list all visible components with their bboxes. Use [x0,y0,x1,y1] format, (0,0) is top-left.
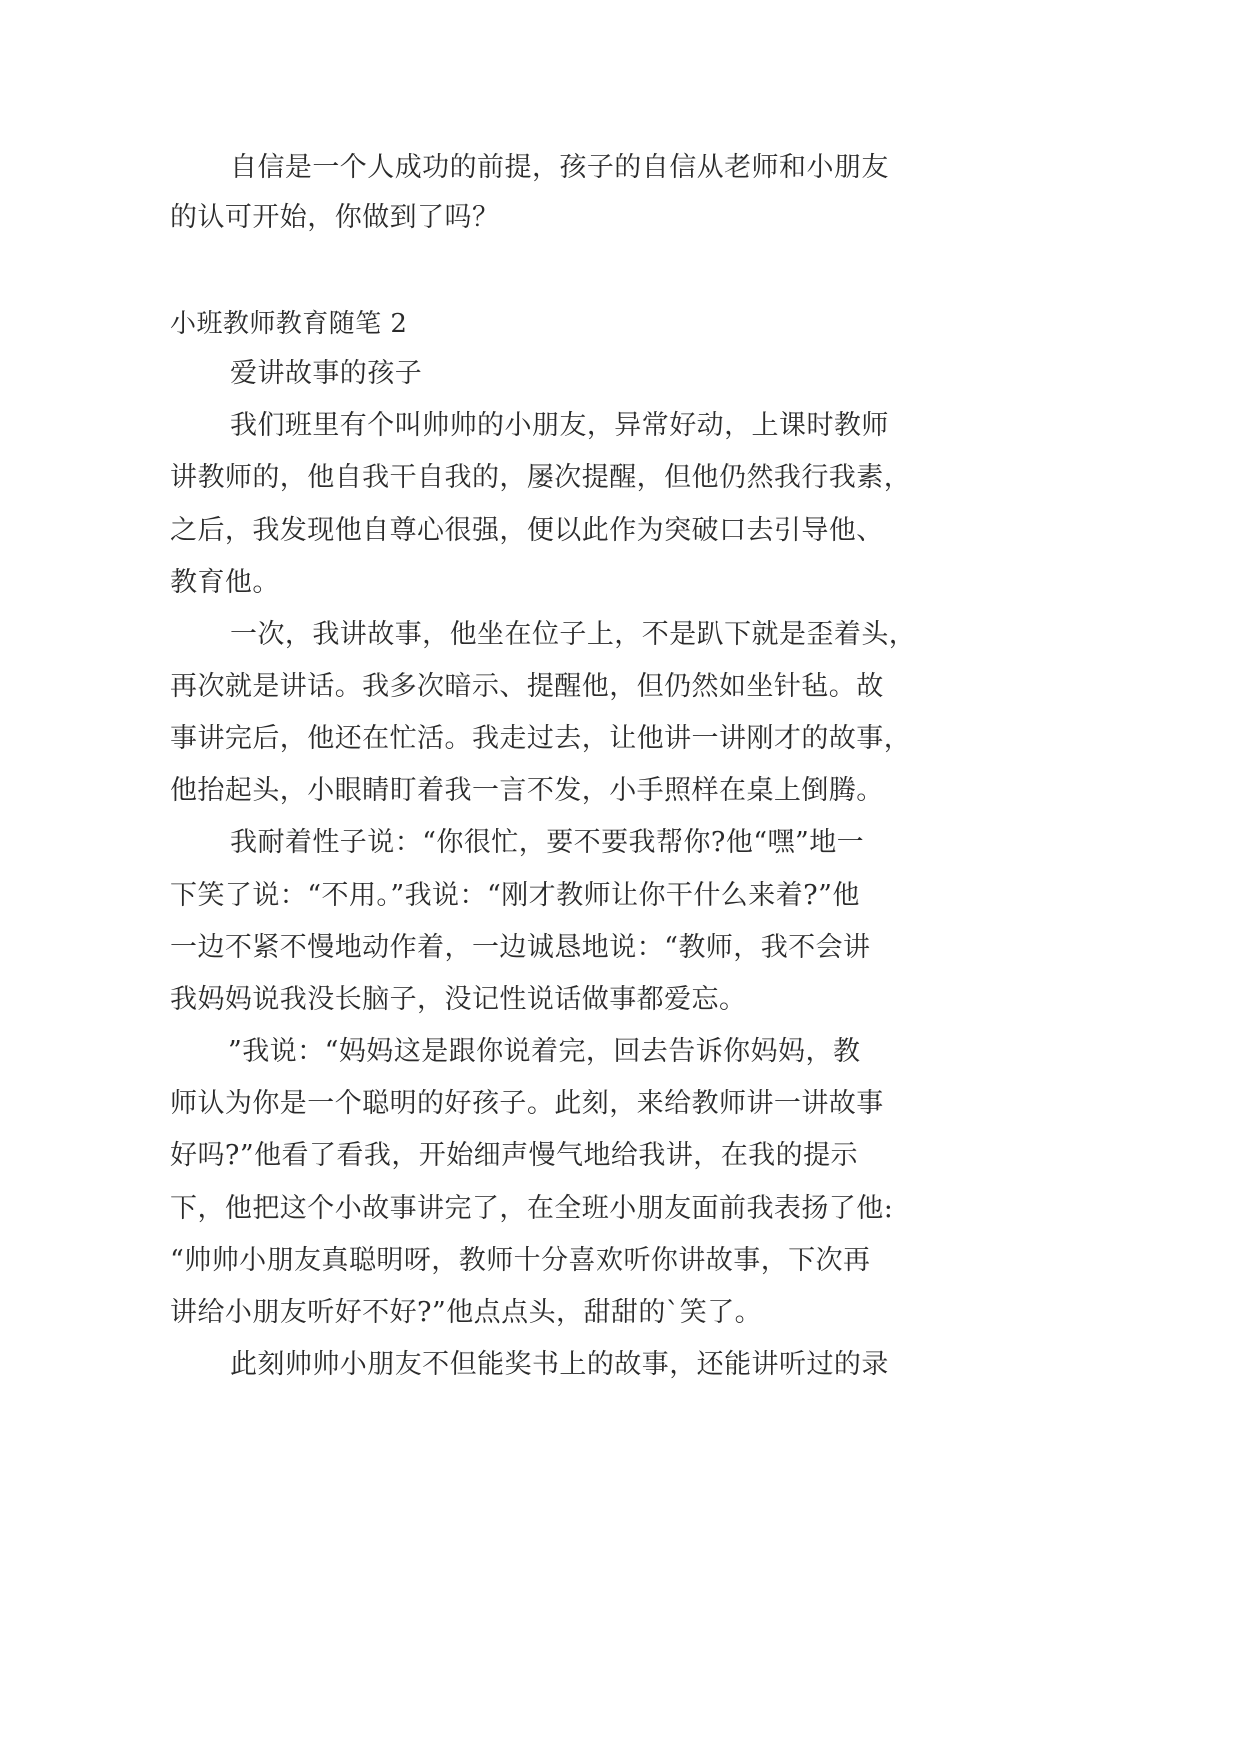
section-title: 小班教师教育随笔 2 [170,309,408,339]
paragraph-line: 教育他。 [170,567,280,598]
paragraph-line: 事讲完后，他还在忙活。我走过去，让他讲一讲刚才的故事， [170,723,912,754]
paragraph-line: 我妈妈说我没长脑子，没记性说话做事都爱忘。 [170,984,747,1015]
paragraph-line: 我耐着性子说：“你很忙，要不要我帮你?他“嘿”地一 [230,827,865,858]
paragraph-line: 之后，我发现他自尊心很强，便以此作为突破口去引导他、 [170,515,884,546]
paragraph-line: 下，他把这个小故事讲完了，在全班小朋友面前我表扬了他: [170,1193,894,1224]
paragraph-line: 下笑了说：“不用。”我说：“刚才教师让你干什么来着?”他 [170,880,860,911]
paragraph-line: 一次，我讲故事，他坐在位子上，不是趴下就是歪着头， [230,619,917,650]
paragraph-line: “帅帅小朋友真聪明呀，教师十分喜欢听你讲故事，下次再 [170,1245,871,1276]
paragraph-line: 讲给小朋友听好不好?”他点点头，甜甜的`笑了。 [170,1297,763,1328]
paragraph-line: 此刻帅帅小朋友不但能奖书上的故事，还能讲听过的录 [230,1349,889,1380]
paragraph-line: 我们班里有个叫帅帅的小朋友，异常好动，上课时教师 [230,410,889,441]
paragraph-line: ”我说：“妈妈这是跟你说着完，回去告诉你妈妈，教 [228,1036,861,1067]
paragraph-line: 好吗?”他看了看我，开始细声慢气地给我讲，在我的提示 [170,1140,858,1171]
paragraph-line: 自信是一个人成功的前提，孩子的自信从老师和小朋友 [230,152,889,183]
paragraph-line: 一边不紧不慢地动作着，一边诚恳地说：“教师，我不会讲 [170,932,871,963]
paragraph-line: 的认可开始，你做到了吗？ [170,202,500,233]
paragraph-line: 他抬起头，小眼睛盯着我一言不发，小手照样在桌上倒腾。 [170,775,884,806]
paragraph-line: 再次就是讲话。我多次暗示、提醒他，但仍然如坐针毡。故 [170,671,884,702]
paragraph-line: 师认为你是一个聪明的好孩子。此刻，来给教师讲一讲故事 [170,1088,884,1119]
paragraph-line: 讲教师的，他自我干自我的，屡次提醒，但他仍然我行我素， [170,462,912,493]
article-title: 爱讲故事的孩子 [230,358,423,389]
